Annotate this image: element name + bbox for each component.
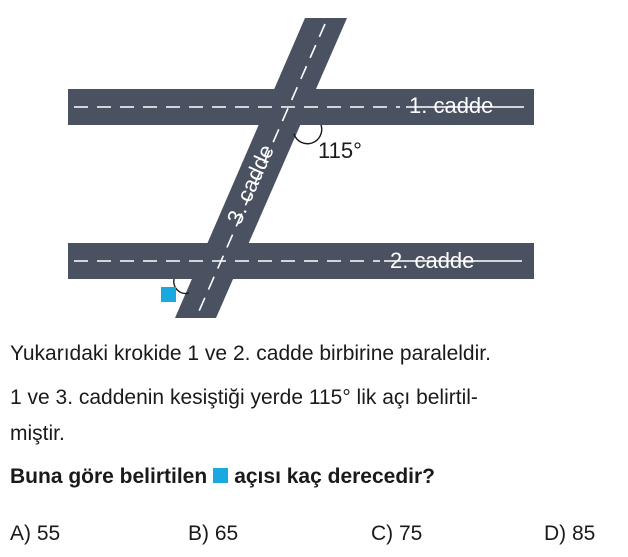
option-d[interactable]: D) 85: [544, 522, 596, 545]
problem-text-line-3: miştir.: [10, 422, 65, 445]
problem-text-line-2: 1 ve 3. caddenin kesiştiği yerde 115° lik açı belirtil-: [10, 386, 478, 409]
question-text-end: açısı kaç derecedir?: [234, 465, 435, 488]
problem-text-line-1: Yukarıdaki krokide 1 ve 2. cadde birbirine paraleldir.: [10, 342, 491, 365]
option-a[interactable]: A) 55: [10, 522, 61, 545]
street-1-label: 1. cadde: [409, 93, 494, 118]
street-3-label: 3. cadde: [221, 140, 279, 229]
unknown-angle-marker: [161, 287, 176, 302]
option-b[interactable]: B) 65: [188, 522, 239, 545]
option-c[interactable]: C) 75: [371, 522, 423, 545]
angle-marker-square-icon: [213, 468, 228, 483]
given-angle-label: 115°: [318, 138, 362, 163]
question-text-start: Buna göre belirtilen: [10, 465, 208, 488]
question: [10, 464, 435, 490]
street-2-label: 2. cadde: [390, 248, 475, 273]
